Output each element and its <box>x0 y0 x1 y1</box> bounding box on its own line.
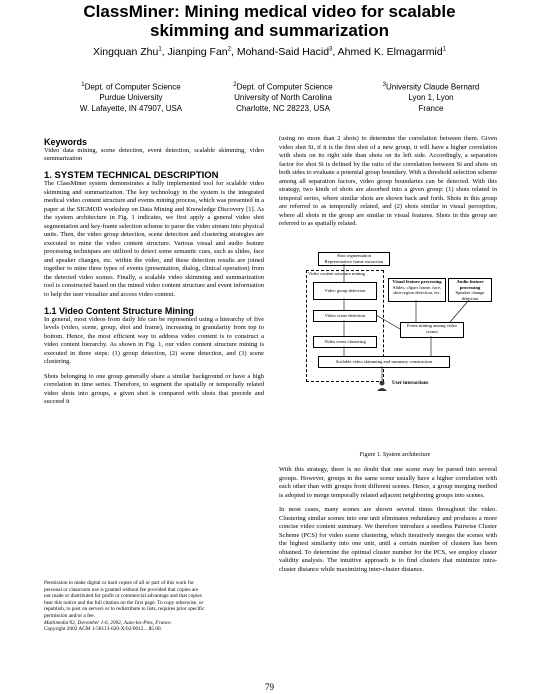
permission-line: permission and/or a fee. <box>44 612 95 619</box>
left-column <box>44 138 264 407</box>
figure-caption: Figure 1. System architecture <box>359 452 431 458</box>
permission-line: republish, to post on servers or to redistribute to lists, requires prior specific <box>44 606 205 613</box>
fig-arrow <box>376 315 400 329</box>
title-line-2: skimming and summarization <box>150 21 389 40</box>
section-1-1-heading: 1.1 Video Content Structure Mining <box>44 306 194 316</box>
figure-connectors <box>300 252 490 462</box>
affiliation-line: France <box>418 103 444 113</box>
affiliation-line: W. Lafayette, IN 47907, USA <box>79 103 183 113</box>
affiliation-sup: 1 <box>81 82 85 88</box>
page-number: 79 <box>265 682 274 692</box>
permission-line: bear this notice and the full citation on the first page. To copy otherwise, or <box>44 599 204 606</box>
section-1-1-paragraph-2: Shots belonging to one group generally share a similar background or have a high correlation in time series. Therefore, to segment the spatially or temporally related video shots into groups, a given shot is compared with shots that precede and succeed it <box>44 372 264 405</box>
affiliation-1 <box>56 80 206 114</box>
permission-line: Copyright 2002 ACM 1-58113-620-X/02/0012…$5.00. <box>44 626 162 633</box>
section-1-text: The ClassMiner system demonstrates a fully implemented tool for scalable video skimming and summarization. The key technology in the system is the integrated medical video content structure and events mining process, which was presented in a paper at the SIGMOD workshop on Data Mining and Knowledge Discovery [1]. As the system architecture in Fig. 1 indicates, we first apply a general video shot segmentation and key-frame selection scheme to parse the video stream into physical units. Then, the video group detection, scene detection and clustering strategies are executed to mine the video content structure. Various visual and audio feature processing techniques are utilized to detect some semantic cues, such as slides, face and speaker changes, etc. within the video, and these detection results are joined together to mine three types of events (presentation, dialog, clinical operation) from the detected video scenes. Finally, a scalable video skimming and summarization tool is constructed based on the mined video content structure and event information to help the user visualize and access video content. <box>44 180 264 298</box>
fig-label: Video group detection <box>324 288 366 293</box>
right-column-bottom <box>279 466 497 574</box>
affiliation-2 <box>208 80 358 114</box>
affiliation-line: Dept. of Computer Science <box>236 82 333 92</box>
author-name: Xingquan Zhu <box>92 46 159 58</box>
fig-label: Audio feature processing <box>456 279 484 290</box>
section-1-1-paragraph-1: In general, most videos from daily life can be represented using a hierarchy of five levels (video, scene, group, shot and frame), increasing in granularity from top to bottom. Hence, the most efficient way to address video content is to construct a video content hierarchy. As shown in Fig. 1, our video content structure mining is executed in three steps: (1) group detection, (2) scene detection, and (3) scene clustering. <box>44 315 264 365</box>
fig-label: Event mining among video scenes <box>407 323 457 334</box>
permission-line: personal or classroom use is granted without fee provided that copies are <box>44 586 199 593</box>
affiliation-line: University Claude Bernard <box>385 82 480 92</box>
fig-label: Scalable video skimming and summary construction <box>335 359 433 364</box>
author-list: Xingquan Zhu$^1$, Jianping Fan$^2$, Mohand-Said Hacid$^3$, Ahmed K. Elmagarmid$^1$ <box>92 46 447 58</box>
keywords-heading: Keywords <box>44 137 88 147</box>
permission-line: Multimedia'02, December 1-6, 2002, Juan-les-Pins, France. <box>44 619 172 626</box>
right-paragraph-2: With this strategy, there is no doubt that one scene may be parsed into several groups. However, groups in the same scene usually have a higher correlation with each other than with groups from different scenes. Hence, a group merging method is adopted to merge temporally related adjacent neighboring groups into scenes. <box>279 466 497 499</box>
fig-label: Speaker change detection <box>455 290 485 301</box>
permission-line: Permission to make digital or hard copies of all or part of this work for <box>44 580 195 586</box>
affiliation-line: Dept. of Computer Science <box>84 82 181 92</box>
author-sup: 2 <box>227 46 231 53</box>
user-icon <box>377 381 387 392</box>
author-sup: 1 <box>158 46 162 53</box>
author-sup: 3 <box>329 46 333 53</box>
affiliation-line: Purdue University <box>99 93 163 103</box>
affiliation-line: Charlotte, NC 28223, USA <box>236 103 330 113</box>
section-1-heading: 1. SYSTEM TECHNICAL DESCRIPTION <box>44 169 219 181</box>
figure-1 <box>300 252 490 462</box>
permission-line: not made or distributed for profit or commercial advantage and that copies <box>44 593 202 600</box>
paper-title <box>0 2 539 40</box>
author-name: Jianping Fan <box>167 46 228 58</box>
keywords-text: Video data mining, scene detection, event detection, scalable skimming, video summarization <box>44 146 264 162</box>
affiliation-sup: 2 <box>233 82 237 88</box>
user-interactions-label: User interactions <box>392 381 429 386</box>
fig-label: Visual feature processing <box>392 279 442 284</box>
title-line-1: ClassMiner: Mining medical video for scalable <box>83 2 456 21</box>
affiliation-line: Lyon 1, Lyon <box>408 93 454 103</box>
right-column-top <box>279 135 497 229</box>
fig-label: Video scene clustering <box>324 339 366 344</box>
fig-label: Video content structure mining <box>308 271 366 276</box>
fig-label: Representative frame extraction <box>324 258 384 264</box>
author-name: Ahmed K. Elmagarmid <box>337 46 443 58</box>
right-paragraph-3: In most cases, many scenes are shown several times throughout the video. Clustering similar scenes into one unit eliminates redundancy and produces a more concise video content summary. We therefore introduce a seedless Pairwise Cluster Scheme (PCS) for video scene clustering, which iteratively merges the scenes with the highest similarity into one unit, until a certain number of clusters has been obtained. To determine the optimal cluster number for the PCS, we employ cluster validity analysis. The intuitive approach is to find clusters that minimize intra-cluster distance while maximizing inter-cluster distance. <box>279 506 497 573</box>
fig-label: Slides, clipart frame, face, skin-region detection, etc. <box>392 284 442 296</box>
affiliation-sup: 3 <box>382 82 386 88</box>
fig-arrow <box>450 300 469 322</box>
fig-label: Shot segmentation <box>336 253 372 258</box>
right-paragraph-1: (using no more than 2 shots) to determine the correlation between them. Given video shot Si, if it is the first shot of a new group, it will have a higher correlation with shots on its right side than shots on its left side. Accordingly, a separation factor for shot Si is defined by the ratio of the correlation between Si and shots on both sides to evaluate a potential group boundary. With a threshold selection scheme among all separation factors, video group boundaries can be detected. With this strategy, two kinds of shots are absorbed into a given group: (1) shots related in temporal series, where similar shots are shown back and forth. Shots in this group are referred to as temporally related, and (2) shots similar in visual perception, where all shots in the group are similar in visual features. Shots in this group are referred to as spatially related. <box>279 135 497 227</box>
author-sup: 1 <box>442 46 447 53</box>
affiliation-3 <box>356 80 506 114</box>
fig-label: Video scene detection <box>324 313 366 318</box>
author-name: Mohand-Said Hacid <box>236 46 330 58</box>
affiliation-line: University of North Carolina <box>234 93 332 103</box>
permission-notice <box>44 580 266 633</box>
